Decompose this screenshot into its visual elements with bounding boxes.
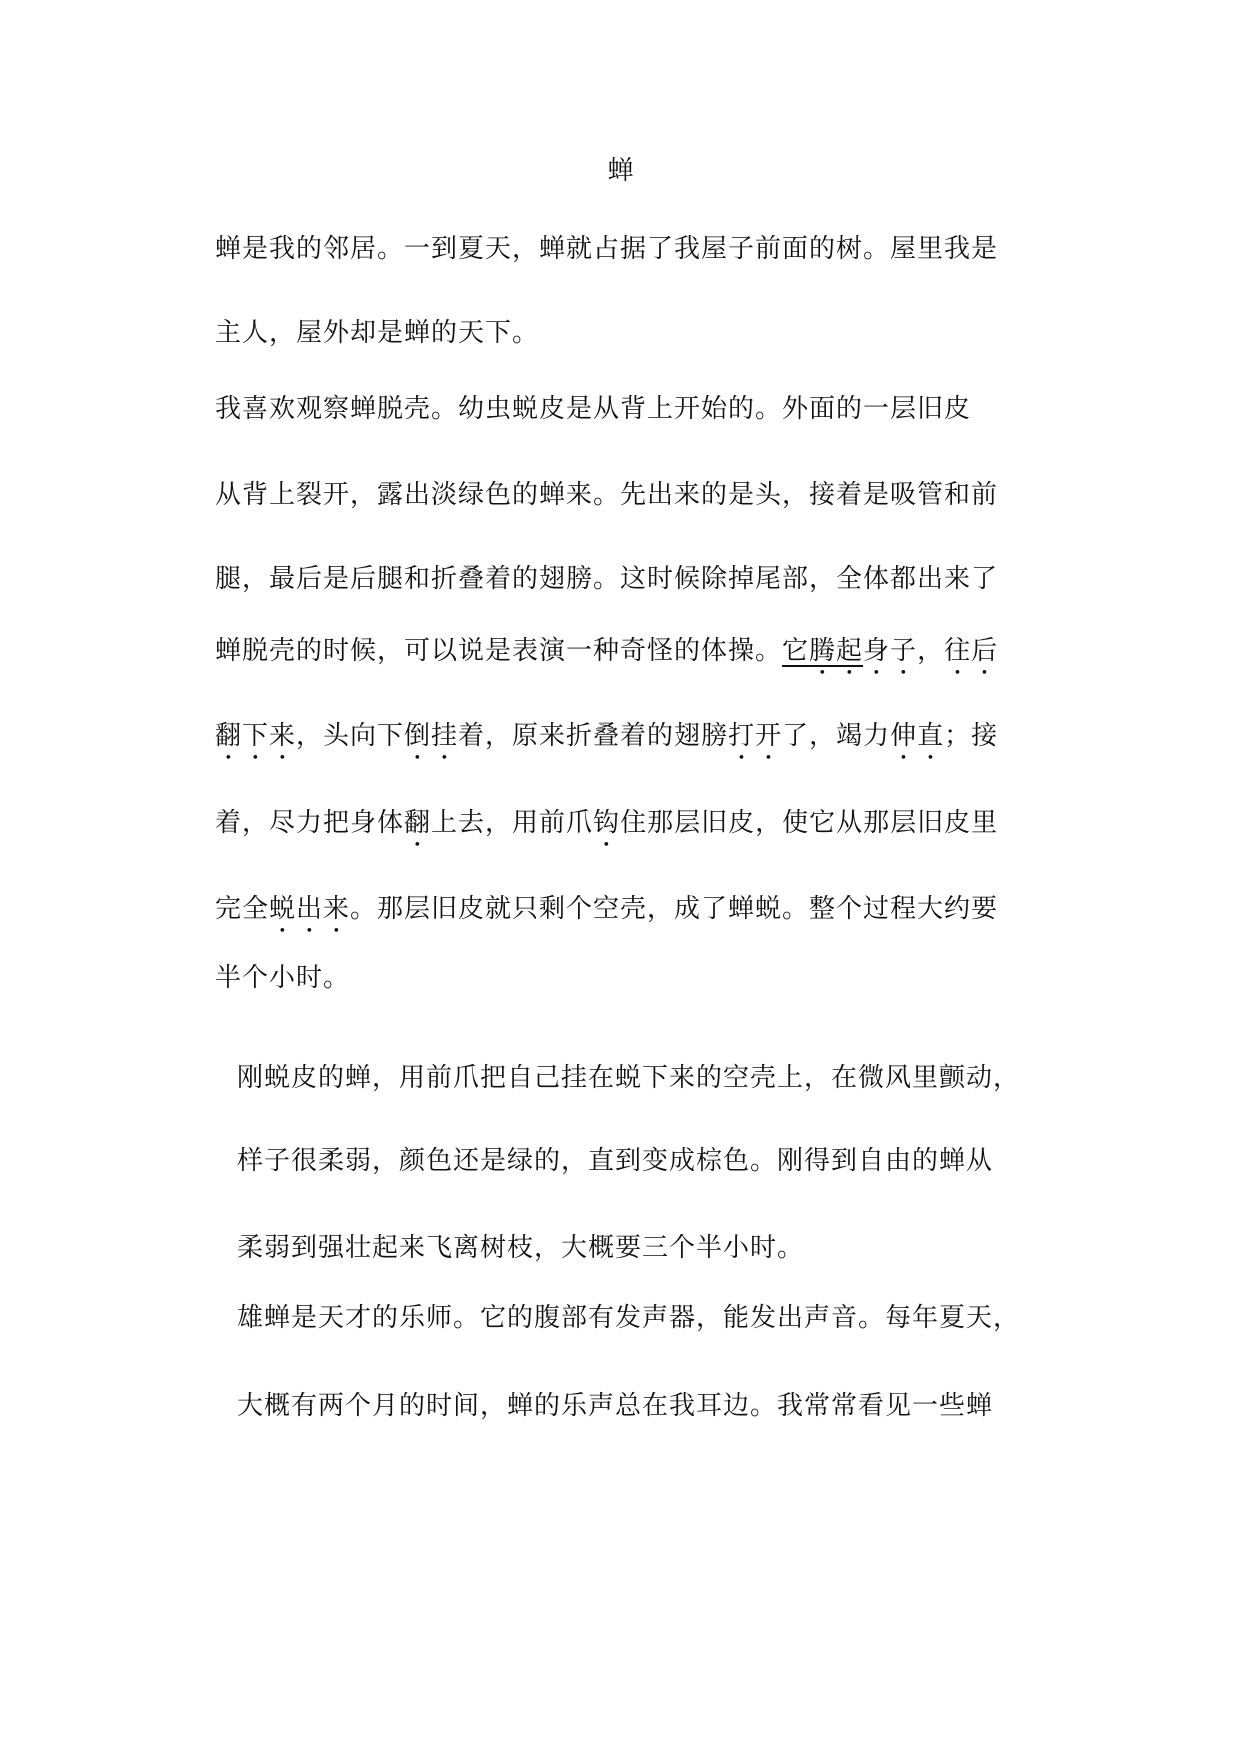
text-segment: 住那层旧皮，使它从那层旧皮里 xyxy=(620,808,999,838)
text-segment: 蝉是我的邻居。一到夏天，蝉就占据了我屋子前面的树。屋里我是 xyxy=(215,234,999,264)
emphasized-text: 往后 xyxy=(944,636,999,666)
text-line xyxy=(215,474,998,511)
text-segment: 从背上裂开，露出淡绿色的蝉来。先出来的是头，接着是吸管和前 xyxy=(215,480,999,510)
emphasized-text: 腾起 xyxy=(809,636,864,666)
text-line xyxy=(237,1140,993,1177)
text-line xyxy=(215,957,350,994)
text-segment: 完全 xyxy=(215,894,270,924)
text-segment: 主人，屋外却是蝉的天下。 xyxy=(215,318,540,348)
emphasized-text: 翻下来 xyxy=(215,721,297,751)
text-segment: 样子很柔弱，颜色还是绿的，直到变成棕色。刚得到自由的蝉从 xyxy=(237,1146,994,1176)
text-line xyxy=(215,630,998,681)
text-line xyxy=(215,888,998,939)
text-line xyxy=(215,228,998,265)
text-line xyxy=(237,1297,1020,1334)
text-line xyxy=(237,1227,804,1264)
emphasized-text: 身子 xyxy=(863,636,918,666)
text-segment: 上去，用前爪 xyxy=(431,808,594,838)
text-segment: 着，尽力把身体 xyxy=(215,808,405,838)
emphasized-text: 蜕出来 xyxy=(269,894,351,924)
text-segment: ， xyxy=(917,636,945,666)
emphasized-text: 打开 xyxy=(728,721,783,751)
text-segment: 雄蝉是天才的乐师。它的腹部有发声器，能发出声音。每年夏天， xyxy=(237,1303,1021,1333)
text-segment: 。那层旧皮就只剩个空壳，成了蝉蜕。整个过程大约要 xyxy=(350,894,999,924)
text-segment: 了，竭力 xyxy=(782,721,891,751)
text-segment: 我喜欢观察蝉脱壳。幼虫蜕皮是从背上开始的。外面的一层旧皮 xyxy=(215,394,972,424)
text-line xyxy=(215,312,539,349)
text-line xyxy=(215,802,998,853)
text-line xyxy=(237,1385,993,1422)
underlined-text: 它 xyxy=(782,636,810,666)
text-segment: ；接 xyxy=(944,721,999,751)
text-segment: 刚蜕皮的蝉，用前爪把自己挂在蜕下来的空壳上，在微风里颤动， xyxy=(237,1063,1021,1093)
text-line xyxy=(215,715,998,766)
emphasized-text: 倒挂 xyxy=(404,721,459,751)
text-segment: 蝉脱壳的时候，可以说是表演一种奇怪的体操。 xyxy=(215,636,783,666)
text-line xyxy=(215,388,971,425)
text-segment: 着，原来折叠着的翅膀 xyxy=(458,721,729,751)
text-segment: ，头向下 xyxy=(296,721,405,751)
document-title: 蝉 xyxy=(607,156,634,186)
emphasized-text: 伸直 xyxy=(890,721,945,751)
text-segment: 腿，最后是后腿和折叠着的翅膀。这时候除掉尾部，全体都出来了 xyxy=(215,564,999,594)
text-line xyxy=(237,1057,1020,1094)
emphasized-text: 钩 xyxy=(593,808,621,838)
emphasized-text: 翻 xyxy=(404,808,432,838)
text-segment: 柔弱到强壮起来飞离树枝，大概要三个半小时。 xyxy=(237,1233,805,1263)
text-segment: 半个小时。 xyxy=(215,963,351,993)
text-segment: 大概有两个月的时间，蝉的乐声总在我耳边。我常常看见一些蝉 xyxy=(237,1391,994,1421)
text-line xyxy=(215,558,998,595)
